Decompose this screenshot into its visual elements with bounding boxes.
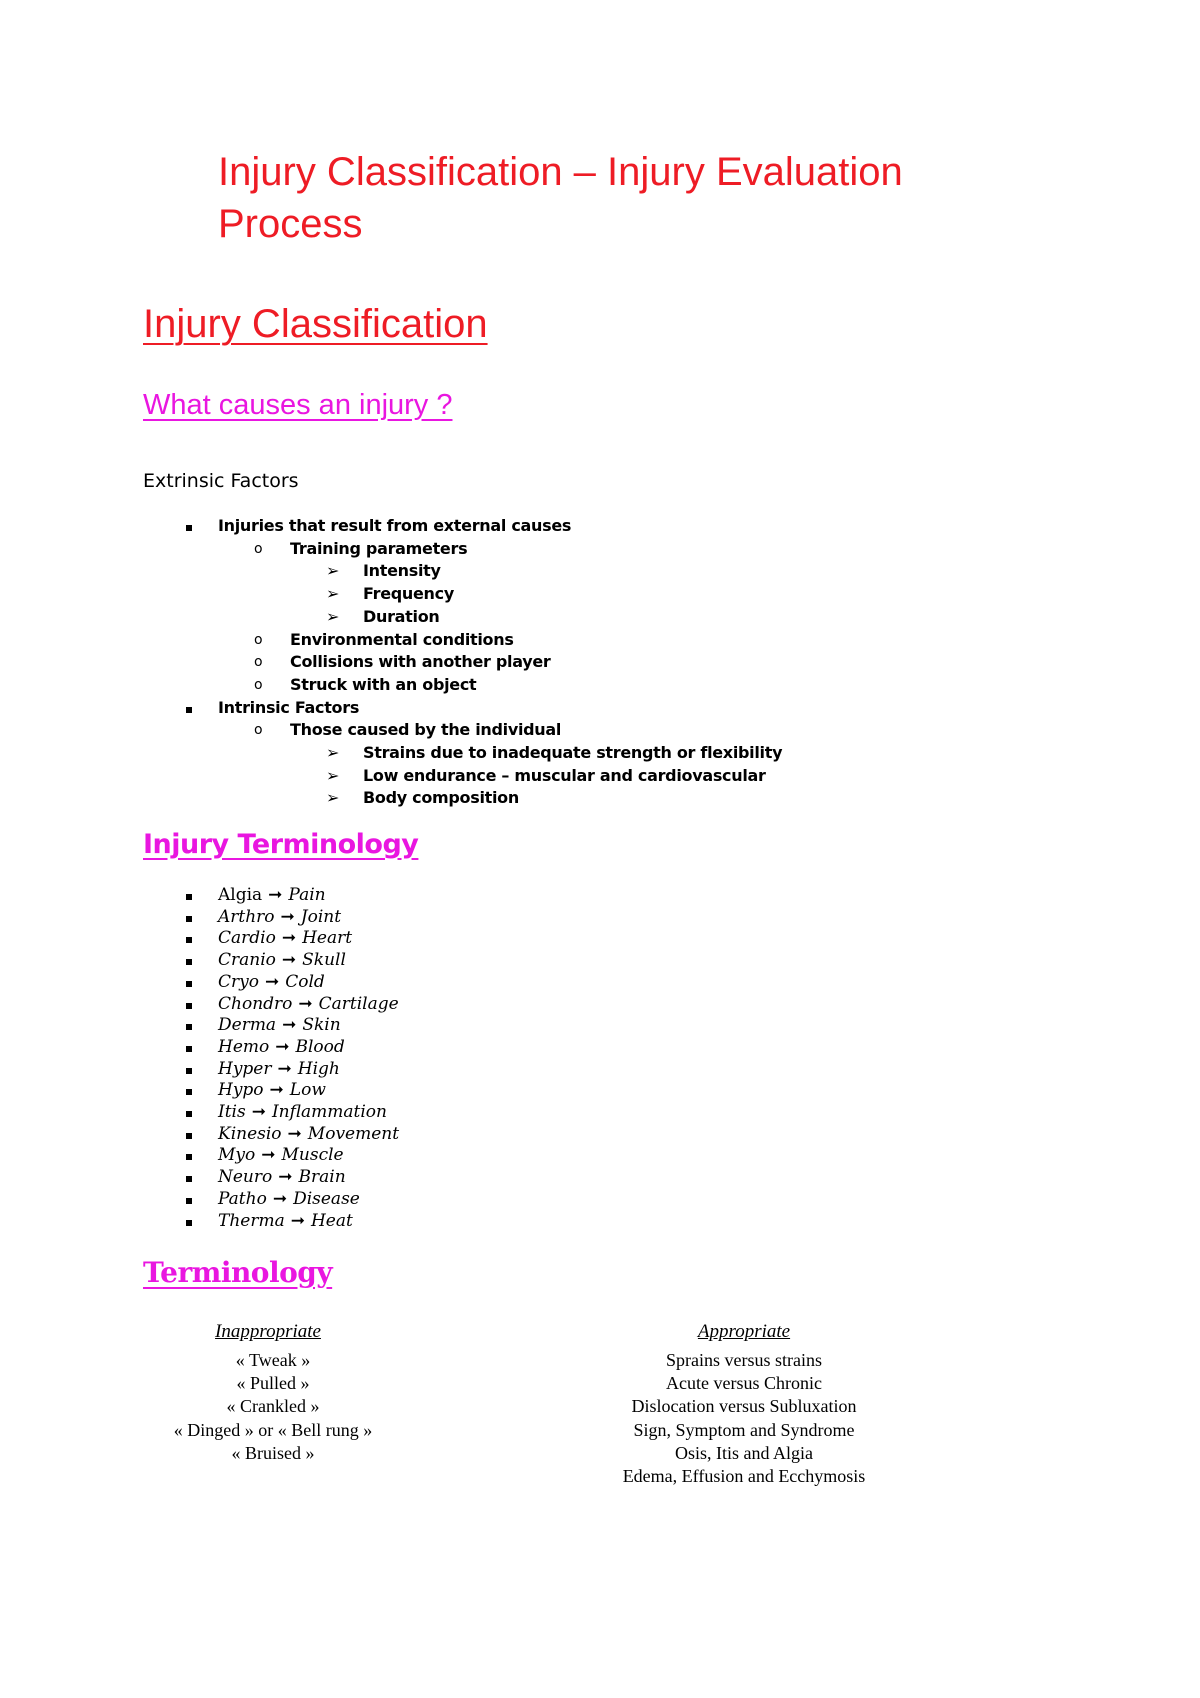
term-prefix: Kinesio: [218, 1123, 282, 1144]
term-text: [218, 1014, 341, 1036]
arrow-bullet-icon: ➢: [326, 788, 340, 808]
extrinsic-factors-label: Extrinsic Factors: [143, 470, 299, 492]
inappropriate-term: « Dinged » or « Bell rung »: [173, 1419, 373, 1440]
outline-item-text: Collisions with another player: [290, 652, 551, 672]
inappropriate-term: « Crankled »: [226, 1396, 320, 1417]
term-text: [218, 1036, 345, 1058]
term-meaning: Muscle: [281, 1145, 344, 1166]
square-bullet-icon: [182, 1036, 212, 1058]
outline-item-text: Injuries that result from external causes: [218, 516, 572, 535]
term-text: [218, 971, 325, 993]
term-text: [218, 1210, 353, 1232]
term-meaning: Skull: [302, 950, 346, 971]
square-bullet-icon: [182, 1188, 212, 1210]
outline-item-text: Intensity: [363, 561, 441, 581]
term-text: [218, 949, 346, 971]
arrow-right-icon: ➞: [278, 1167, 293, 1188]
outline-item-text: Duration: [363, 606, 440, 626]
arrow-right-icon: ➞: [268, 885, 283, 905]
term-prefix: Hypo: [218, 1080, 264, 1101]
term-prefix: Neuro: [218, 1167, 273, 1188]
outline-item-text: Low endurance – muscular and cardiovascular: [363, 765, 766, 785]
injury-terminology-heading: Injury Terminology: [143, 829, 419, 860]
term-meaning: Heat: [310, 1210, 353, 1231]
square-bullet-icon: [182, 971, 212, 993]
appropriate-term: Sign, Symptom and Syndrome: [633, 1419, 855, 1440]
arrow-bullet-icon: ➢: [326, 561, 340, 581]
inappropriate-term: « Pulled »: [236, 1373, 310, 1394]
term-text: [218, 1166, 346, 1188]
circle-bullet-icon: o: [254, 654, 263, 671]
term-prefix: Algia: [218, 885, 263, 905]
term-prefix: Patho: [218, 1188, 267, 1209]
term-meaning: Low: [289, 1080, 326, 1101]
term-text: [218, 884, 326, 906]
term-meaning: Skin: [302, 1015, 341, 1036]
arrow-bullet-icon: ➢: [326, 606, 340, 626]
term-meaning: Cold: [285, 971, 325, 992]
square-bullet-icon: [182, 1166, 212, 1188]
terminology-heading: Terminology: [143, 1256, 333, 1289]
square-bullet-icon: [182, 1014, 212, 1036]
arrow-right-icon: ➞: [290, 1210, 305, 1231]
appropriate-term: Dislocation versus Subluxation: [631, 1396, 857, 1417]
causes-subheading: What causes an injury ?: [143, 389, 453, 421]
term-text: [218, 906, 341, 928]
outline-item-text: Body composition: [363, 788, 519, 808]
arrow-right-icon: ➞: [281, 928, 297, 949]
arrow-right-icon: ➞: [282, 1015, 297, 1036]
term-prefix: Arthro: [218, 906, 275, 927]
square-bullet-icon: [182, 1079, 212, 1101]
term-text: [218, 1188, 360, 1210]
arrow-right-icon: ➞: [275, 1036, 290, 1057]
square-bullet-icon: [182, 1123, 212, 1145]
term-meaning: Brain: [298, 1167, 346, 1188]
term-prefix: Therma: [218, 1210, 285, 1231]
outline-item-text: Training parameters: [290, 538, 468, 558]
appropriate-heading: Appropriate: [697, 1321, 791, 1342]
term-text: [218, 1144, 344, 1166]
outline-item-text: Frequency: [363, 584, 454, 604]
arrow-bullet-icon: ➢: [326, 584, 340, 604]
term-prefix: Cryo: [218, 971, 259, 992]
square-bullet-icon: [182, 1210, 212, 1232]
term-meaning: High: [297, 1058, 340, 1079]
arrow-right-icon: ➞: [272, 1188, 288, 1209]
inappropriate-term: « Bruised »: [231, 1442, 315, 1463]
arrow-right-icon: ➞: [281, 950, 297, 971]
term-prefix: Myo: [218, 1145, 256, 1166]
arrow-right-icon: ➞: [261, 1145, 276, 1166]
arrow-right-icon: ➞: [280, 906, 295, 927]
term-text: [218, 1079, 326, 1101]
square-bullet-icon: [182, 515, 212, 537]
term-meaning: Pain: [288, 885, 326, 905]
appropriate-term: Acute versus Chronic: [666, 1373, 822, 1394]
arrow-bullet-icon: ➢: [326, 743, 340, 762]
inappropriate-term: « Tweak »: [235, 1350, 311, 1370]
term-prefix: Itis: [218, 1102, 246, 1122]
arrow-right-icon: ➞: [251, 1102, 266, 1122]
square-bullet-icon: [182, 927, 212, 949]
term-meaning: Blood: [295, 1036, 345, 1057]
term-text: [218, 927, 352, 949]
term-prefix: Chondro: [218, 993, 293, 1014]
term-prefix: Hemo: [218, 1036, 270, 1057]
section-heading: Injury Classification: [143, 302, 488, 346]
appropriate-term: Edema, Effusion and Ecchymosis: [622, 1466, 866, 1486]
square-bullet-icon: [182, 906, 212, 928]
term-meaning: Inflammation: [271, 1102, 387, 1122]
outline-item-text: Struck with an object: [290, 674, 477, 694]
appropriate-term: Osis, Itis and Algia: [675, 1442, 813, 1463]
square-bullet-icon: [182, 884, 212, 906]
arrow-right-icon: ➞: [277, 1058, 292, 1079]
outline-item-text: Strains due to inadequate strength or flexibility: [363, 743, 783, 762]
arrow-right-icon: ➞: [269, 1080, 284, 1101]
outline-item-text: Environmental conditions: [290, 629, 514, 649]
circle-bullet-icon: o: [254, 631, 263, 648]
arrow-right-icon: ➞: [298, 993, 313, 1014]
term-prefix: Cardio: [218, 928, 276, 949]
term-prefix: Cranio: [218, 950, 276, 971]
document-title: Injury Classification – Injury Evaluation Process: [218, 150, 903, 246]
square-bullet-icon: [182, 1101, 212, 1123]
square-bullet-icon: [182, 993, 212, 1015]
term-prefix: Hyper: [218, 1058, 272, 1079]
square-bullet-icon: [182, 1144, 212, 1166]
arrow-right-icon: ➞: [264, 971, 280, 992]
arrow-right-icon: ➞: [287, 1123, 302, 1144]
term-meaning: Disease: [293, 1188, 360, 1209]
square-bullet-icon: [182, 1058, 212, 1080]
arrow-bullet-icon: ➢: [326, 765, 340, 785]
inappropriate-heading: Inappropriate: [215, 1321, 321, 1342]
outline-item-text: Intrinsic Factors: [218, 697, 360, 717]
square-bullet-icon: [182, 697, 212, 719]
term-text: [218, 1101, 387, 1123]
term-meaning: Heart: [302, 928, 353, 949]
outline-item-text: Those caused by the individual: [290, 720, 562, 740]
term-meaning: Joint: [300, 906, 342, 927]
term-text: [218, 1058, 340, 1080]
circle-bullet-icon: o: [254, 676, 263, 693]
appropriate-term: Sprains versus strains: [666, 1350, 822, 1370]
circle-bullet-icon: o: [254, 540, 263, 557]
circle-bullet-icon: o: [254, 722, 263, 739]
term-prefix: Derma: [218, 1015, 277, 1036]
term-text: [218, 993, 399, 1015]
square-bullet-icon: [182, 949, 212, 971]
term-meaning: Movement: [307, 1123, 400, 1144]
term-text: [218, 1123, 399, 1145]
term-meaning: Cartilage: [318, 993, 399, 1014]
